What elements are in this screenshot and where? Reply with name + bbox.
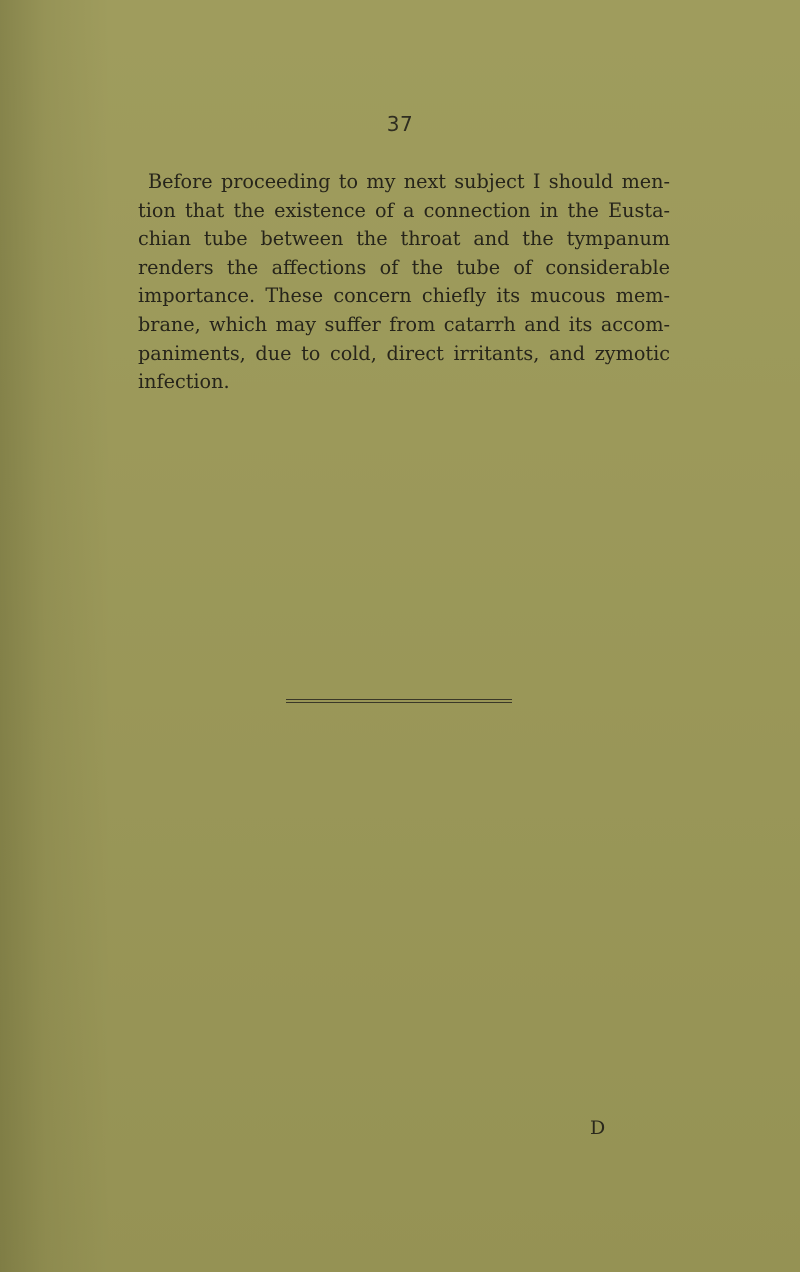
text-line: Before proceeding to my next subject I should men-: [148, 170, 670, 193]
text-line: brane, which may suffer from catarrh and its accom-: [138, 312, 670, 336]
text-line: importance. These concern chiefly its mucous mem-: [138, 284, 670, 308]
text-line: chian tube between the throat and the tympanum: [138, 227, 670, 251]
section-divider-rule: [286, 699, 512, 703]
signature-mark: D: [590, 1117, 606, 1139]
text-line: infection.: [138, 370, 230, 394]
body-paragraph: [138, 168, 670, 397]
page-number: 37: [386, 112, 414, 136]
text-line: paniments, due to cold, direct irritants, and zymotic: [138, 341, 670, 365]
text-line: renders the affections of the tube of considerable: [138, 255, 670, 279]
text-line: tion that the existence of a connection in the Eusta-: [138, 198, 670, 222]
